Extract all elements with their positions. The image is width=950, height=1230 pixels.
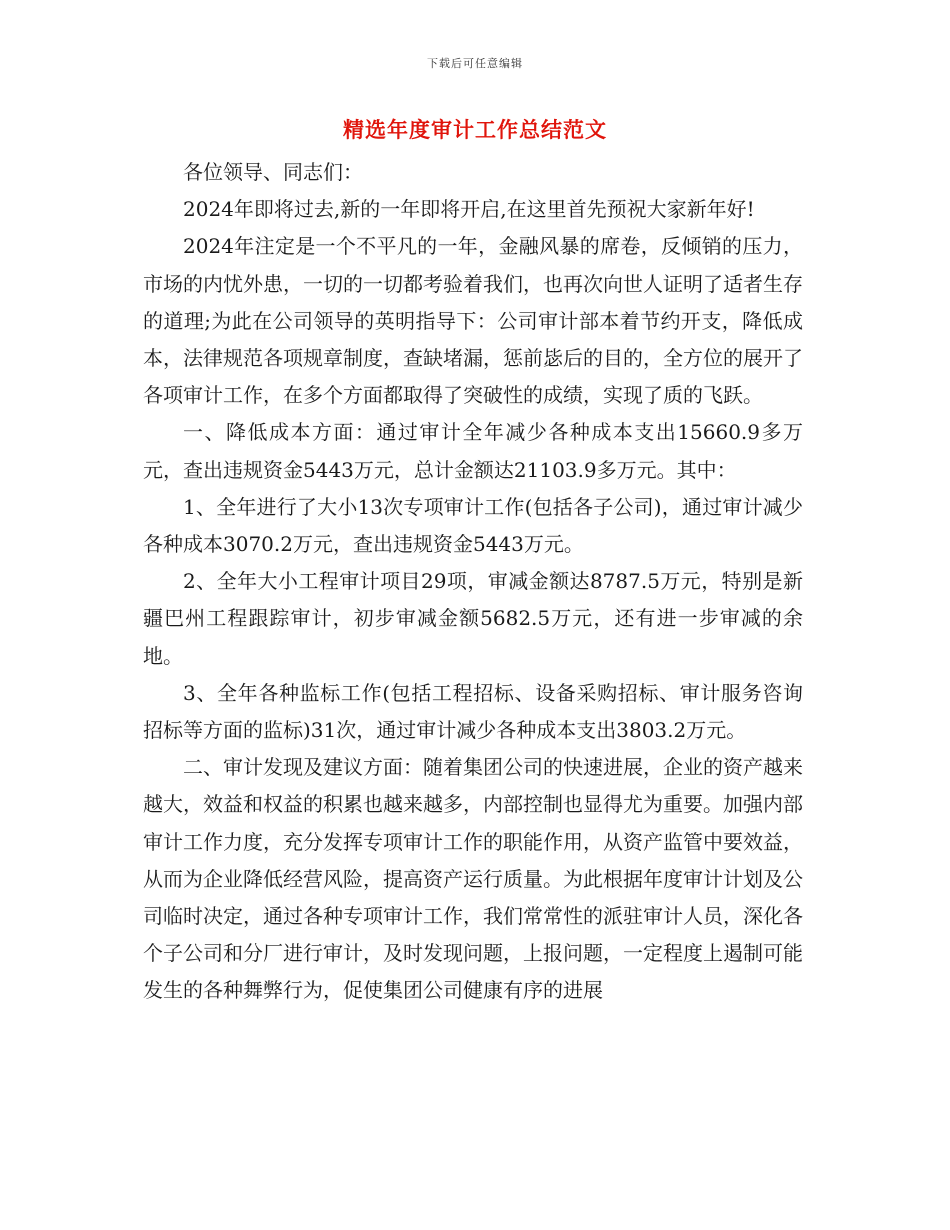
document-body	[143, 154, 803, 1010]
section-paragraph: 一、降低成本方面：通过审计全年减少各种成本支出15660.9多万元，查出违规资金5443万元，总计金额达21103.9多万元。其中：	[143, 420, 803, 482]
salutation-paragraph: 各位领导、同志们：	[183, 160, 363, 184]
list-item-paragraph: 2、全年大小工程审计项目29项，审减金额达8787.5万元，特别是新疆巴州工程跟踪审计，初步审减金额5682.5万元，还有进一步审减的余地。	[143, 569, 803, 668]
header-note: 下载后可任意编辑	[427, 57, 523, 70]
list-item-paragraph: 3、全年各种监标工作(包括工程招标、设备采购招标、审计服务咨询招标等方面的监标)31次，通过审计减少各种成本支出3803.2万元。	[143, 680, 803, 743]
document-title: 精选年度审计工作总结范文	[343, 117, 607, 142]
list-item-paragraph: 1、全年进行了大小13次专项审计工作(包括各子公司)，通过审计减少各种成本3070.2万元，查出违规资金5443万元。	[143, 494, 803, 557]
section-paragraph: 二、审计发现及建议方面：随着集团公司的快速进展，企业的资产越来越大，效益和权益的积累也越来越多，内部控制也显得尤为重要。加强内部审计工作力度，充分发挥专项审计工作的职能作用，从资产监管中要效益，从而为企业降低经营风险，提高资产运行质量。为此根据年度审计计划及公司临时决定，通过各种专项审计工作，我们常常性的派驻审计人员，深化各个子公司和分厂进行审计，及时发现问题，上报问题，一定程度上遏制可能发生的各种舞弊行为，促使集团公司健康有序的进展	[143, 755, 803, 1003]
body-paragraph: 2024年即将过去,新的一年即将开启,在这里首先预祝大家新年好!	[183, 197, 755, 222]
body-paragraph: 2024年注定是一个不平凡的一年，金融风暴的席卷，反倾销的压力，市场的内忧外患，一切的一切都考验着我们，也再次向世人证明了适者生存的道理;为此在公司领导的英明指导下：公司审计部本着节约开支，降低成本，法律规范各项规章制度，查缺堵漏，惩前毖后的目的，全方位的展开了各项审计工作，在多个方面都取得了突破性的成绩，实现了质的飞跃。	[143, 234, 803, 408]
